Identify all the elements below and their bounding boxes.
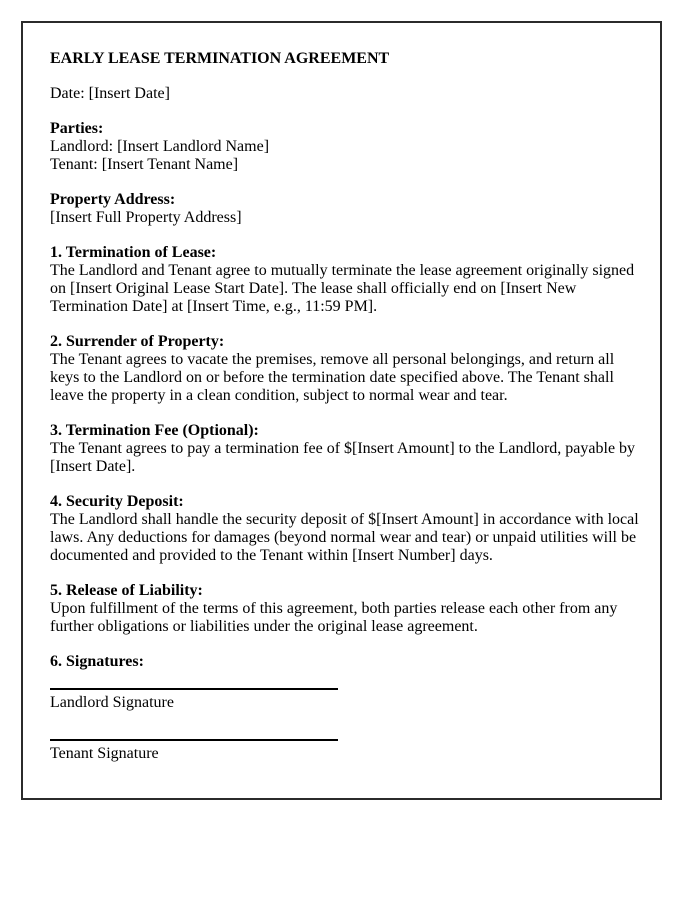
- section-termination-fee: [50, 422, 642, 476]
- section-surrender-of-property-body: The Tenant agrees to vacate the premises, remove all personal belongings, and return all keys to the Landlord on or before the termination date specified above. The Tenant shall leave the property in a clean condition, subject to normal wear and tear.: [50, 351, 615, 404]
- tenant-name-line: Tenant: [Insert Tenant Name]: [50, 156, 239, 173]
- section-parties: [50, 120, 642, 174]
- landlord-signature-line: [50, 688, 338, 690]
- section-property-address: [50, 191, 642, 227]
- section-security-deposit-body: The Landlord shall handle the security deposit of $[Insert Amount] in accordance with local laws. Any deductions for damages (beyond normal wear and tear) or unpaid utilities will be documented and provided to the Tenant within [Insert Number] days.: [50, 511, 639, 564]
- tenant-signature-label: Tenant Signature: [50, 745, 159, 762]
- section-termination-of-lease: [50, 244, 642, 316]
- property-address-line: [Insert Full Property Address]: [50, 209, 242, 226]
- section-security-deposit-heading: 4. Security Deposit:: [50, 493, 184, 510]
- section-surrender-of-property: [50, 333, 642, 405]
- tenant-signature-block: [50, 739, 642, 763]
- section-signatures: [50, 653, 642, 671]
- tenant-signature-line: [50, 739, 338, 741]
- section-termination-of-lease-body: The Landlord and Tenant agree to mutually terminate the lease agreement originally signed on [Insert Original Lease Start Date]. The lease shall officially end on [Insert New Termination Date] at [Insert Time, e.g., 11:59 PM].: [50, 262, 635, 315]
- section-release-of-liability-heading: 5. Release of Liability:: [50, 582, 203, 599]
- document-title: EARLY LEASE TERMINATION AGREEMENT: [50, 50, 390, 67]
- section-termination-fee-body: The Tenant agrees to pay a termination fee of $[Insert Amount] to the Landlord, payable by [Insert Date].: [50, 440, 636, 475]
- section-release-of-liability: [50, 582, 642, 636]
- section-property-address-heading: Property Address:: [50, 191, 176, 208]
- landlord-name-line: Landlord: [Insert Landlord Name]: [50, 138, 270, 155]
- section-parties-heading: Parties:: [50, 120, 104, 137]
- section-termination-fee-heading: 3. Termination Fee (Optional):: [50, 422, 259, 439]
- landlord-signature-label: Landlord Signature: [50, 694, 174, 711]
- landlord-signature-block: [50, 688, 642, 712]
- date-line: Date: [Insert Date]: [50, 85, 170, 102]
- section-security-deposit: [50, 493, 642, 565]
- section-release-of-liability-body: Upon fulfillment of the terms of this agreement, both parties release each other from any further obligations or liabilities under the original lease agreement.: [50, 600, 618, 635]
- document-frame: [21, 21, 662, 800]
- section-signatures-heading: 6. Signatures:: [50, 653, 144, 670]
- section-surrender-of-property-heading: 2. Surrender of Property:: [50, 333, 225, 350]
- section-termination-of-lease-heading: 1. Termination of Lease:: [50, 244, 217, 261]
- document-content: [50, 50, 642, 763]
